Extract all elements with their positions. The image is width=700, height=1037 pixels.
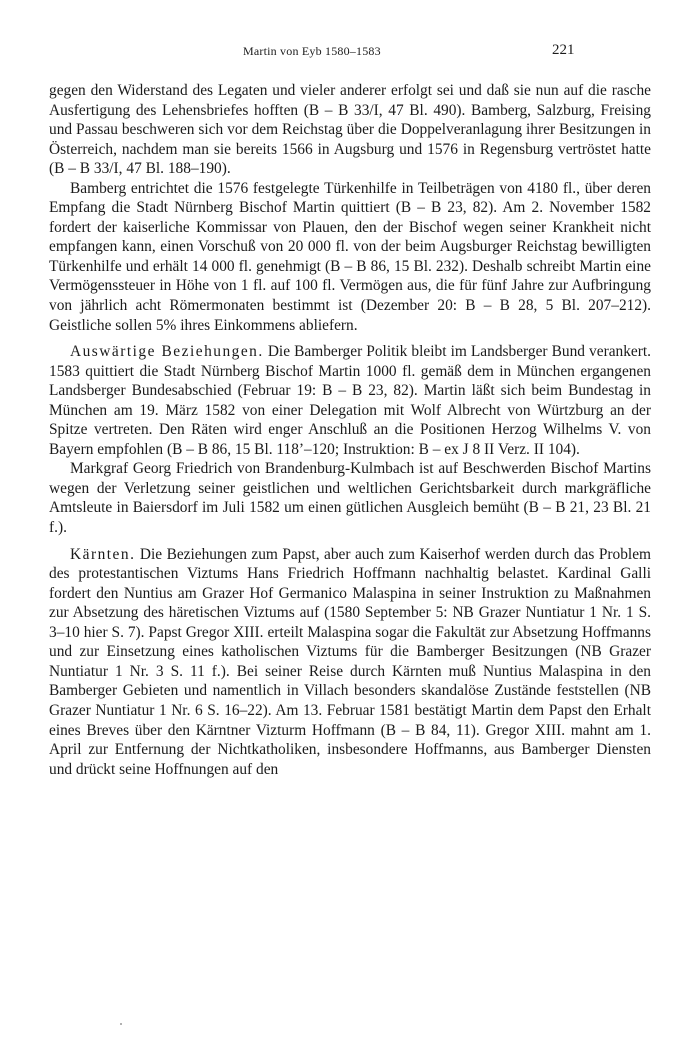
- paragraph-text: Bamberg entrichtet die 1576 festgelegte Türkenhilfe in Teilbeträgen von 4180 fl., über deren Empfang die Stadt Nürnberg Bischof Martin quittiert (B – B 23, 82). Am 2. November 1582 fordert der kaiserliche Kommissar von Plauen, den der Bischof wegen seiner Krankheit nicht empfangen kann, einen Vorschuß von 20 000 fl. von der beim Augsburger Reichstag bewilligten Türkenhilfe und erhält 14 000 fl. genehmigt (B – B 86, 15 Bl. 232). Deshalb schreibt Martin eine Vermögenssteuer in Höhe von 1 fl. auf 100 fl. Vermögen aus, die für fünf Jahre zur Aufbringung von jährlich acht Römermonaten bestimmt ist (Dezember 20: B – B 28, 5 Bl. 207–212). Geistliche sollen 5% ihres Einkommens abliefern.: [49, 179, 651, 334]
- running-head: [0, 44, 700, 64]
- paragraph-text: gegen den Widerstand des Legaten und vieler anderer erfolgt sei und daß sie nun auf die rasche Ausfertigung des Lehensbriefes hofften (B – B 33/I, 47 Bl. 490). Bamberg, Salzburg, Freising und Passau beschweren sich vor dem Reichstag über die Doppelveranlagung ihrer Besitzungen in Österreich, nachdem man sie bereits 1566 in Augsburg und 1576 in Regensburg vertröstet hatte (B – B 33/I, 47 Bl. 188–190).: [49, 82, 651, 178]
- paragraph-text: Markgraf Georg Friedrich von Brandenburg-Kulmbach ist auf Beschwerden Bischof Martins wegen der Verletzung seiner geistlichen und weltlichen Gerichtsbarkeit durch markgräfliche Amtsleute in Baiersdorf im Juli 1582 um einen gütlichen Ausgleich bemüht (B – B 21, 23 Bl. 21 f.).: [49, 460, 651, 537]
- page-number: 221: [552, 42, 575, 58]
- scan-speck: [120, 1023, 122, 1025]
- section-heading: Kärnten.: [70, 545, 136, 563]
- paragraph-text: Die Beziehungen zum Papst, aber auch zum Kaiserhof werden durch das Problem des protestantischen Viztums Hans Friedrich Hoffmann nachhaltig belastet. Kardinal Galli fordert den Nuntius am Grazer Hof Germanico Malaspina in seiner Instruktion zu Maßnahmen zur Absetzung des häretischen Viztums auf (1580 September 5: NB Grazer Nuntiatur 1 Nr. 1 S. 3–10 hier S. 7). Papst Gregor XIII. erteilt Malaspina sogar die Fakultät zur Absetzung Hoffmanns und zur Einsetzung eines katholischen Viztums für die Bamberger Besitzungen (NB Grazer Nuntiatur 1 Nr. 3 S. 11 f.). Bei seiner Reise durch Kärnten muß Nuntius Malaspina in den Bamberger Gebieten und namentlich in Villach besonders skandalöse Zustände feststellen (NB Grazer Nuntiatur 1 Nr. 6 S. 16–22). Am 13. Februar 1581 bestätigt Martin dem Papst den Erhalt eines Breves über den Kärntner Vizturm Hoffmann (B – B 84, 11). Gregor XIII. mahnt am 1. April zur Entfernung der Nichtkatholiken, insbesondere Hoffmanns, aus Bamberger Diensten und drückt seine Hoffnungen auf den: [49, 545, 651, 778]
- paragraph-continuation: [49, 81, 651, 179]
- paragraph-auswaertige-beziehungen: [49, 342, 651, 459]
- paragraph-brandenburg: [49, 459, 651, 537]
- body-text: [49, 81, 651, 779]
- paragraph-tuerkenhilfe: [49, 179, 651, 335]
- paragraph-text: Die Bamberger Politik bleibt im Landsberger Bund verankert. 1583 quittiert die Stadt Nürnberg Bischof Martin 1000 fl. gemäß dem in München ergangenen Landsberger Bundesabschied (Februar 19: B – B 23, 82). Martin läßt sich beim Bundestag in München am 19. März 1582 von einer Delegation mit Wolf Albrecht von Würtzburg an der Spitze vertreten. Den Räten wird enger Anschluß an die Positionen Herzog Wilhelms V. von Bayern empfohlen (B – B 86, 15 Bl. 118’–120; Instruktion: B – ex J 8 II Verz. II 104).: [49, 343, 651, 458]
- paragraph-kaernten: [49, 545, 651, 780]
- section-heading: Auswärtige Beziehungen.: [70, 343, 264, 361]
- running-title: Martin von Eyb 1580–1583: [243, 44, 381, 58]
